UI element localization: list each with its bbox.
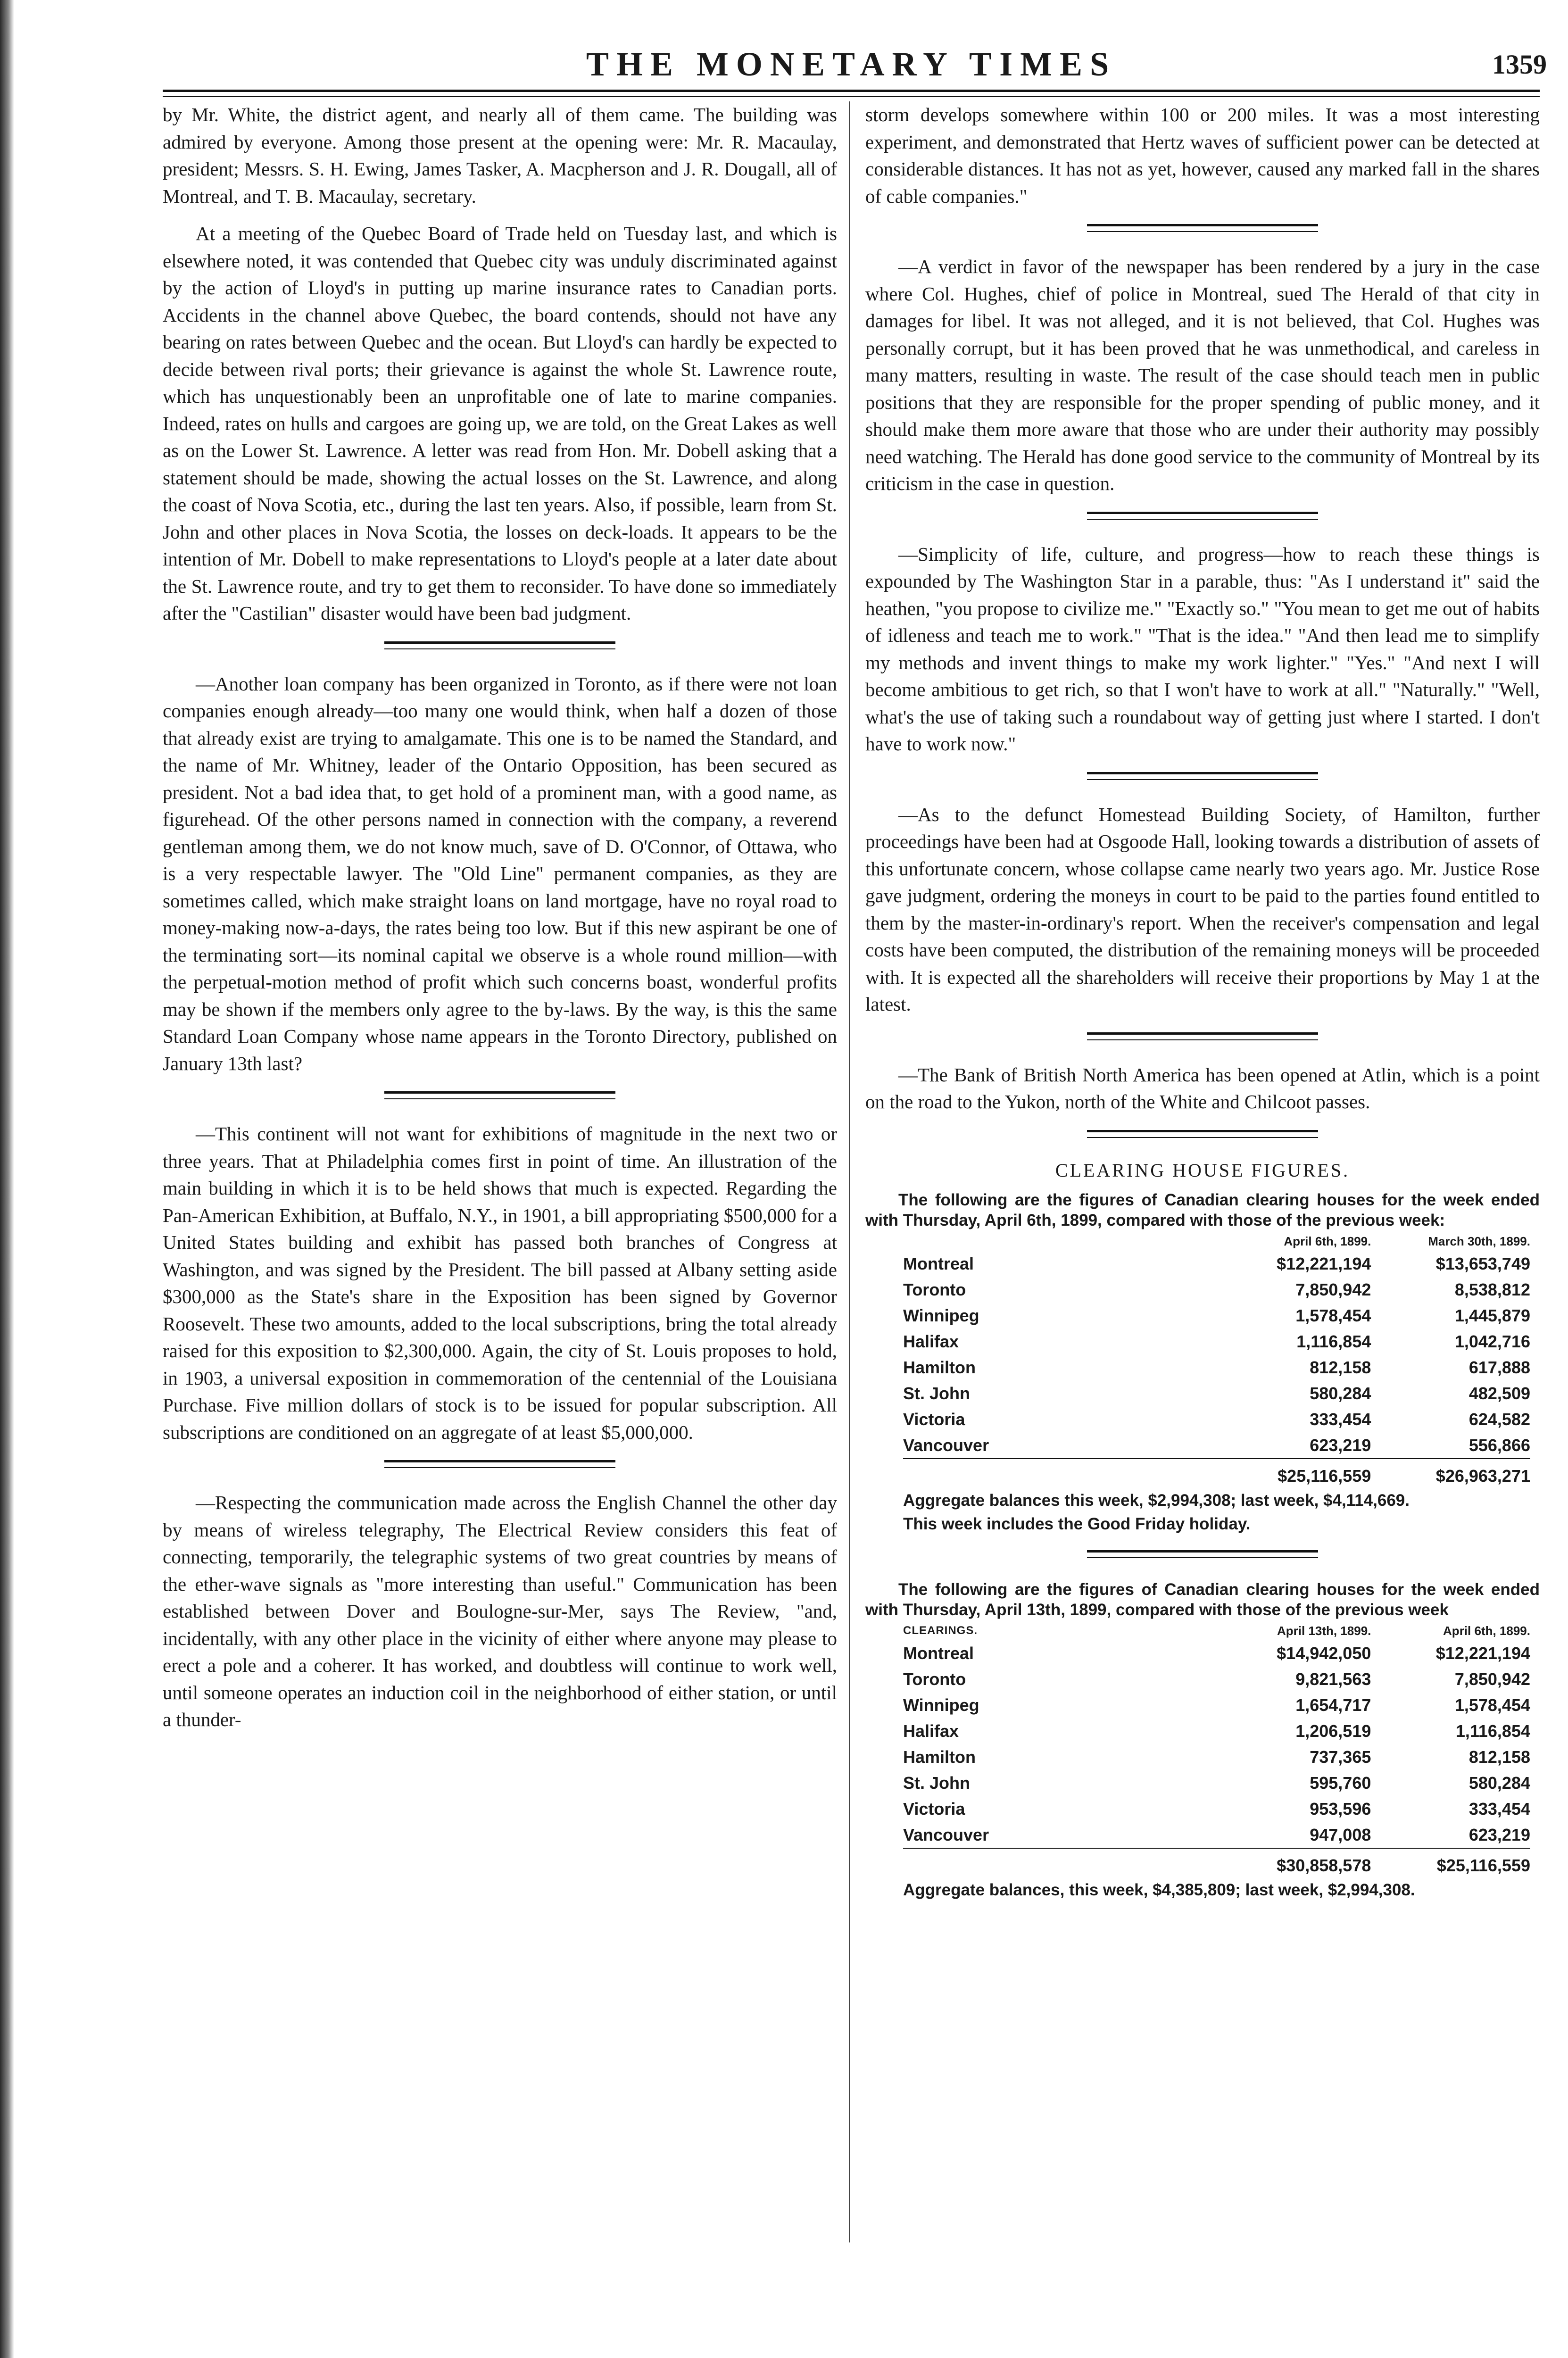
table-row bbox=[903, 1796, 1530, 1822]
section-separator bbox=[1087, 772, 1318, 780]
article-paragraph: storm develops somewhere within 100 or 200 miles. It was a most interesting experiment, and demonstrated that Hertz waves of sufficient power can be detected at considerable distances. It has not as yet, however, caused any marked fall in the shares of cable companies." bbox=[865, 104, 1540, 207]
city-cell: Victoria bbox=[903, 1799, 965, 1818]
column-divider bbox=[849, 101, 850, 2242]
city-cell: Winnipeg bbox=[903, 1695, 979, 1715]
article-paragraph: —Respecting the communication made across the English Channel the other day by means of wireless telegraphy, The Electrical Review considers this feat of connecting, temporarily, the telegraphic systems of two great countries by means of the ether-wave signals as "more interesting than useful." Communication has been established between Dover and Boulogne-sur-Mer, says The Review, "and, incidentally, with any other place in the vicinity of either where anyone may please to erect a pole and a coherer. It has worked, and doubtless will continue to work well, until someone operates an induction coil in the neighborhood of either station, or until a thunder- bbox=[163, 1492, 837, 1730]
previous-week-cell: 1,578,454 bbox=[1454, 1695, 1530, 1715]
previous-week-cell: 333,454 bbox=[1468, 1799, 1530, 1818]
article-paragraph: —Simplicity of life, culture, and progress—how to reach these things is expounded by The Washington Star in a parable, thus: "As I understand it" said the heathen, "you propose to civilize me." "Exactly so." "You mean to get me out of habits of idleness and teach me to work." "That is the idea." "And then lead me to simplify my methods and invent things to make my work lighter." "Yes." "And next I will become ambitious to get rich, so that I won't have to work at all." "Naturally." "Well, what's the use of taking such a roundabout way of getting just where I started. I don't have to work now." bbox=[865, 543, 1540, 755]
city-cell: Halifax bbox=[903, 1721, 959, 1741]
city-cell: St. John bbox=[903, 1383, 970, 1403]
previous-week-cell: 7,850,942 bbox=[1454, 1669, 1530, 1689]
table-row bbox=[903, 1380, 1530, 1406]
previous-week-cell: 556,866 bbox=[1468, 1435, 1530, 1455]
city-cell: Winnipeg bbox=[903, 1305, 979, 1325]
previous-week-cell: 812,158 bbox=[1468, 1747, 1530, 1767]
column-header: April 6th, 1899. bbox=[1284, 1234, 1371, 1248]
column-header: April 6th, 1899. bbox=[1443, 1623, 1530, 1638]
city-cell: Toronto bbox=[903, 1279, 966, 1299]
article-paragraph: —As to the defunct Homestead Building Society, of Hamilton, further proceedings have been had at Osgoode Hall, looking towards a distribution of assets of this unfortunate concern, whose collapse came nearly two years ago. Mr. Justice Rose gave judgment, ordering the moneys in court to be paid to the parties found entitled to them by the master-in-ordinary's report. When the receiver's compensation and legal costs have been computed, the distribution of the remaining moneys will be proceeded with. It is expected all the shareholders will receive their proportions by May 1 at the latest. bbox=[865, 803, 1540, 1015]
column-header: March 30th, 1899. bbox=[1428, 1234, 1530, 1248]
current-week-cell: 333,454 bbox=[1310, 1409, 1371, 1429]
current-week-cell: 9,821,563 bbox=[1295, 1669, 1371, 1689]
current-week-cell: 953,596 bbox=[1310, 1799, 1371, 1818]
current-week-cell: $14,942,050 bbox=[1277, 1643, 1371, 1663]
section-separator bbox=[1087, 1550, 1318, 1558]
previous-week-cell: 8,538,812 bbox=[1454, 1279, 1530, 1299]
current-week-cell: $12,221,194 bbox=[1277, 1254, 1371, 1273]
previous-week-cell: 617,888 bbox=[1468, 1357, 1530, 1377]
article-paragraph: —A verdict in favor of the newspaper has been rendered by a jury in the case where Col. Hughes, chief of police in Montreal, sued The Herald of that city in damages for libel. It was not alleged, and it is not believed, that Col. Hughes was personally corrupt, but it has been proved that he was unmethodical, and careless in many matters, resulting in waste. The result of the case should teach men in public positions that they are responsible for the proper spending of public money, and it should make them more aware that those who are under their authority may possibly need watching. The Herald has done good service to the community of Montreal by its criticism in the case in question. bbox=[865, 256, 1540, 494]
city-cell: Montreal bbox=[903, 1643, 974, 1663]
current-week-cell: 812,158 bbox=[1310, 1357, 1371, 1377]
current-week-cell: 947,008 bbox=[1310, 1825, 1371, 1844]
section-separator bbox=[1087, 512, 1318, 520]
section-separator bbox=[384, 641, 615, 649]
previous-week-cell: 1,445,879 bbox=[1454, 1305, 1530, 1325]
current-week-cell: 1,578,454 bbox=[1295, 1305, 1371, 1325]
previous-week-cell: $12,221,194 bbox=[1435, 1643, 1530, 1663]
current-week-cell: 623,219 bbox=[1310, 1435, 1371, 1455]
page-binding-shadow bbox=[0, 0, 14, 2358]
table-row bbox=[903, 1718, 1530, 1744]
city-cell: Victoria bbox=[903, 1409, 965, 1429]
right-column bbox=[865, 101, 1540, 1902]
table-row bbox=[903, 1744, 1530, 1770]
clearing-table-april-13 bbox=[903, 1623, 1530, 1878]
current-week-cell: 595,760 bbox=[1310, 1773, 1371, 1793]
total-this-week: $30,858,578 bbox=[1212, 1848, 1371, 1878]
table-row bbox=[903, 1251, 1530, 1277]
article-paragraph: —This continent will not want for exhibitions of magnitude in the next two or three years. That at Philadelphia comes first in point of time. An illustration of the main building in which it is to be held shows that much is expected. Regarding the Pan-American Exhibition, at Buffalo, N.Y., in 1901, a bill appropriating $500,000 for a United States building and exhibit has passed both branches of Congress at Washington, and was signed by the President. The bill passed at Albany setting aside $300,000 as the State's share in the Exposition has been signed by Governor Roosevelt. These two amounts, added to the local subscriptions, bring the total already raised for this exposition to $2,300,000. Again, the city of St. Louis proposes to hold, in 1903, a universal exposition in commemoration of the centennial of the Louisiana Purchase. Five million dollars of stock is to be issued for popular subscription. All subscriptions are conditioned on an aggregate of at least $5,000,000. bbox=[163, 1123, 837, 1443]
city-cell: Vancouver bbox=[903, 1435, 989, 1455]
city-cell: Hamilton bbox=[903, 1357, 976, 1377]
table-row bbox=[903, 1406, 1530, 1432]
previous-week-cell: 482,509 bbox=[1468, 1383, 1530, 1403]
current-week-cell: 7,850,942 bbox=[1295, 1279, 1371, 1299]
holiday-note: This week includes the Good Friday holiday. bbox=[903, 1514, 1251, 1533]
table-row bbox=[903, 1328, 1530, 1354]
previous-week-cell: $13,653,749 bbox=[1435, 1254, 1530, 1273]
previous-week-cell: 1,116,854 bbox=[1455, 1721, 1530, 1741]
clearing-table-intro: The following are the figures of Canadian clearing houses for the week ended with Thursday, April 13th, 1899, compared with those of the previous week bbox=[865, 1580, 1540, 1619]
clearing-house-heading: CLEARING HOUSE FIGURES. bbox=[1055, 1159, 1350, 1181]
masthead bbox=[156, 45, 1547, 87]
header-rule-thin bbox=[163, 96, 1540, 97]
city-cell: Toronto bbox=[903, 1669, 966, 1689]
table-row bbox=[903, 1432, 1530, 1459]
total-previous-week: $26,963,271 bbox=[1371, 1459, 1530, 1489]
article-paragraph: by Mr. White, the district agent, and nearly all of them came. The building was admired by everyone. Among those present at the opening were: Mr. R. Macaulay, president; Messrs. S. H. Ewing, James Tasker, A. Macpherson and J. R. Dougall, all of Montreal, and T. B. Macaulay, secretary. bbox=[163, 104, 837, 207]
section-separator bbox=[1087, 224, 1318, 232]
city-cell: St. John bbox=[903, 1773, 970, 1793]
table-row bbox=[903, 1692, 1530, 1718]
table-label: CLEARINGS. bbox=[903, 1624, 978, 1637]
aggregate-balances-note: Aggregate balances, this week, $4,385,809; last week, $2,994,308. bbox=[903, 1880, 1415, 1899]
current-week-cell: 1,116,854 bbox=[1296, 1331, 1371, 1351]
current-week-cell: 737,365 bbox=[1310, 1747, 1371, 1767]
table-row bbox=[903, 1666, 1530, 1692]
city-cell: Halifax bbox=[903, 1331, 959, 1351]
previous-week-cell: 580,284 bbox=[1468, 1773, 1530, 1793]
article-paragraph: —Another loan company has been organized in Toronto, as if there were not loan companies enough already—too many one would think, when half a dozen of those that already exist are trying to amalgamate. This one is to be named the Standard, and the name of Mr. Whitney, leader of the Ontario Opposition, has been secured as president. Not a bad idea that, to get hold of a prominent man, with a good name, as figurehead. Of the other persons named in connection with the company, a reverend gentleman among them, we do not know much, save of D. O'Connor, of Ottawa, who is a very respectable lawyer. The "Old Line" permanent companies, as they are sometimes called, which make straight loans on land mortgage, have no royal road to money-making now-a-days, the rates being too low. But if this new aspirant be one of the terminating sort—its nominal capital we observe is a whole round million—with the perpetual-motion method of profit which such concerns boast, wonderful profits may be shown if the members only agree to the by-laws. By the way, is this the same Standard Loan Company whose name appears in the Toronto Directory, published on January 13th last? bbox=[163, 673, 837, 1074]
section-separator bbox=[384, 1091, 615, 1099]
section-separator bbox=[384, 1460, 615, 1468]
current-week-cell: 1,654,717 bbox=[1295, 1695, 1371, 1715]
column-header: April 13th, 1899. bbox=[1277, 1623, 1371, 1638]
publication-title: THE MONETARY TIMES bbox=[586, 45, 1117, 83]
current-week-cell: 1,206,519 bbox=[1295, 1721, 1371, 1741]
article-paragraph: —The Bank of British North America has been opened at Atlin, which is a point on the road to the Yukon, north of the White and Chilcoot passes. bbox=[865, 1063, 1540, 1113]
section-separator bbox=[1087, 1032, 1318, 1040]
city-cell: Montreal bbox=[903, 1254, 974, 1273]
left-column bbox=[163, 101, 837, 1734]
current-week-cell: 580,284 bbox=[1310, 1383, 1371, 1403]
table-row bbox=[903, 1354, 1530, 1380]
previous-week-cell: 1,042,716 bbox=[1454, 1331, 1530, 1351]
previous-week-cell: 623,219 bbox=[1468, 1825, 1530, 1844]
city-cell: Vancouver bbox=[903, 1825, 989, 1844]
table-label bbox=[903, 1233, 1212, 1251]
table-row bbox=[903, 1640, 1530, 1666]
page-number: 1359 bbox=[1492, 49, 1547, 80]
table-row bbox=[903, 1277, 1530, 1303]
clearing-table-april-6 bbox=[903, 1233, 1530, 1489]
previous-week-cell: 624,582 bbox=[1468, 1409, 1530, 1429]
aggregate-balances-note: Aggregate balances this week, $2,994,308; last week, $4,114,669. bbox=[903, 1491, 1410, 1510]
total-this-week: $25,116,559 bbox=[1212, 1459, 1371, 1489]
table-row bbox=[903, 1822, 1530, 1848]
table-row bbox=[903, 1770, 1530, 1796]
section-separator bbox=[1087, 1130, 1318, 1138]
header-rule bbox=[163, 90, 1540, 92]
total-previous-week: $25,116,559 bbox=[1371, 1848, 1530, 1878]
city-cell: Hamilton bbox=[903, 1747, 976, 1767]
clearing-table-intro: The following are the figures of Canadian clearing houses for the week ended with Thursday, April 6th, 1899, compared with those of the previous week: bbox=[865, 1190, 1540, 1229]
article-paragraph: At a meeting of the Quebec Board of Trade held on Tuesday last, and which is elsewhere noted, it was contended that Quebec city was unduly discriminated against by the action of Lloyd's in putting up marine insurance rates to Canadian ports. Accidents in the channel above Quebec, the board contends, should not have any bearing on rates between Quebec and the ocean. But Lloyd's can hardly be expected to decide between rival ports; their grievance is against the whole St. Lawrence route, which has unquestionably been an unprofitable one of late to marine companies. Indeed, rates on hulls and cargoes are going up, we are told, on the Great Lakes as well as on the Lower St. Lawrence. A letter was read from Hon. Mr. Dobell asking that a statement should be made, showing the actual losses on the St. Lawrence, and along the coast of Nova Scotia, etc., during the last ten years. Also, if possible, learn from St. John and other places in Nova Scotia, the losses on deck-loads. It appears to be the intention of Mr. Dobell to make representations to Lloyd's people at a later date about the St. Lawrence route, and try to get them to reconsider. To have done so immediately after the "Castilian" disaster would have been bad judgment. bbox=[163, 223, 837, 624]
table-row bbox=[903, 1303, 1530, 1328]
